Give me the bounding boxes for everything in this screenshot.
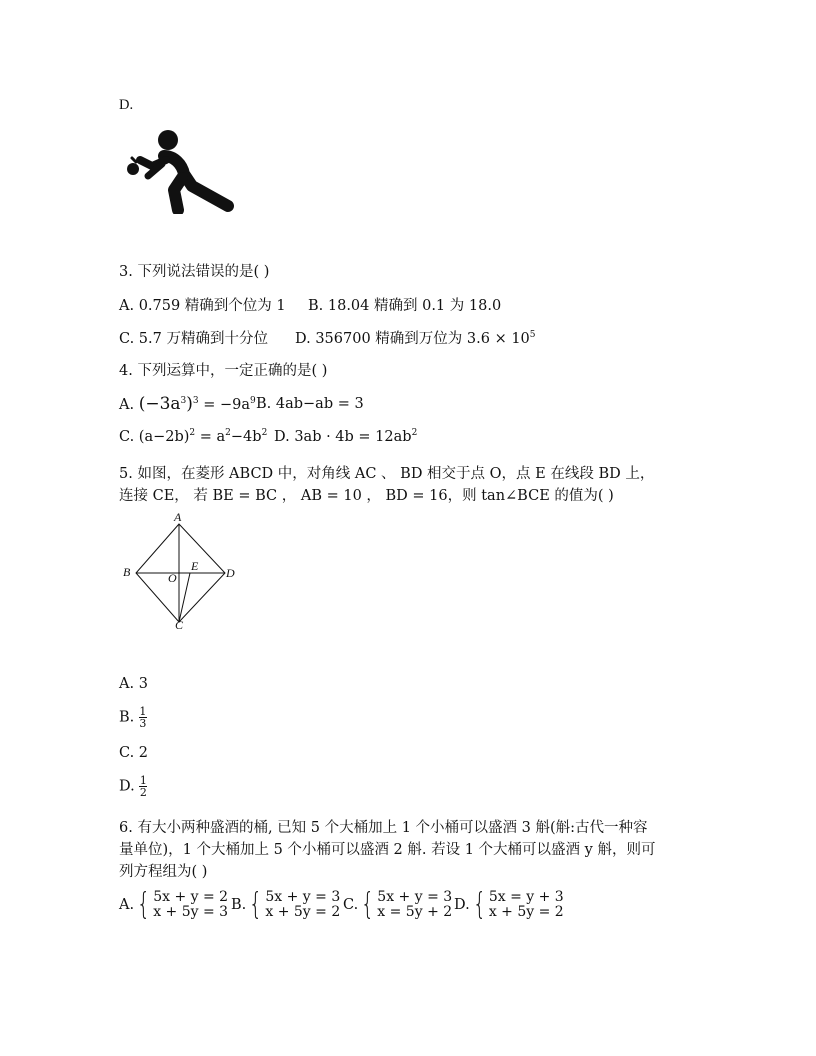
q3-stem: 3. 下列说法错误的是( ) — [119, 264, 270, 280]
q6-option-a: A. { 5x + y = 2 x + 5y = 3 — [119, 887, 229, 922]
q6-stem-line2: 量单位)，1 个大桶加上 5 个小桶可以盛酒 2 斛. 若设 1 个大桶可以盛酒 y 斛，则可 — [119, 842, 656, 858]
vertex-label-a: A — [174, 510, 182, 524]
q6-stem-line3: 列方程组为( ) — [119, 864, 208, 880]
q3-option-d: D. 356700 精确到万位为 $3.6 \times 10^5$ — [295, 330, 536, 347]
q5-option-c: C. 2 — [119, 745, 149, 761]
vertex-label-c: C — [175, 618, 184, 632]
q6-option-d: D. { 5x = y + 3 x + 5y = 2 — [454, 887, 564, 922]
q4-option-a: A. $(-3a^3)^3 = -9a^9$ — [119, 394, 256, 414]
q6-stem-line1: 6. 有大小两种盛酒的桶, 已知 5 个大桶加上 1 个小桶可以盛酒 3 斛(斛:古代一种容 — [119, 820, 648, 836]
q5-stem-line1: 5. 如图，在菱形 ABCD 中，对角线 AC 、 BD 相交于点 O，点 E 在线段 BD 上， — [119, 466, 655, 482]
vertex-label-b: B — [123, 565, 131, 579]
q3-option-b: B. 18.04 精确到 0.1 为 18.0 — [308, 298, 502, 314]
q3-option-c: C. 5.7 万精确到十分位 — [119, 331, 268, 347]
vertex-label-d: D — [226, 566, 235, 580]
q6-option-c: C. { 5x + y = 3 x = 5y + 2 — [343, 887, 453, 922]
rhombus-figure — [118, 512, 244, 636]
q4-stem: 4. 下列运算中，一定正确的是( ) — [119, 363, 328, 379]
table-tennis-player-icon — [122, 128, 236, 214]
q4-option-b: B. 4ab−ab = 3 — [256, 396, 364, 412]
q2-option-d-label: D. — [119, 97, 134, 113]
q4-option-d: D. $3ab \cdot 4b = 12ab^2$ — [274, 428, 418, 445]
q6-option-b: B. { 5x + y = 3 x + 5y = 2 — [231, 887, 341, 922]
point-label-e: E — [191, 559, 199, 573]
q4-option-c: C. $(a-2b)^2 = a^2-4b^2$ — [119, 428, 268, 445]
point-label-o: O — [168, 571, 177, 585]
q5-option-d: D. $\frac{1}{2}$ — [119, 774, 147, 799]
q5-option-b: B. $\frac{1}{3}$ — [119, 705, 147, 730]
q3-option-a: A. 0.759 精确到个位为 1 — [119, 298, 286, 314]
q5-option-a: A. 3 — [119, 676, 148, 692]
q5-stem-line2: 连接 CE， 若 BE = BC ， AB = 10 ， BD = 16，则 tan∠BCE 的值为( ) — [119, 488, 614, 504]
